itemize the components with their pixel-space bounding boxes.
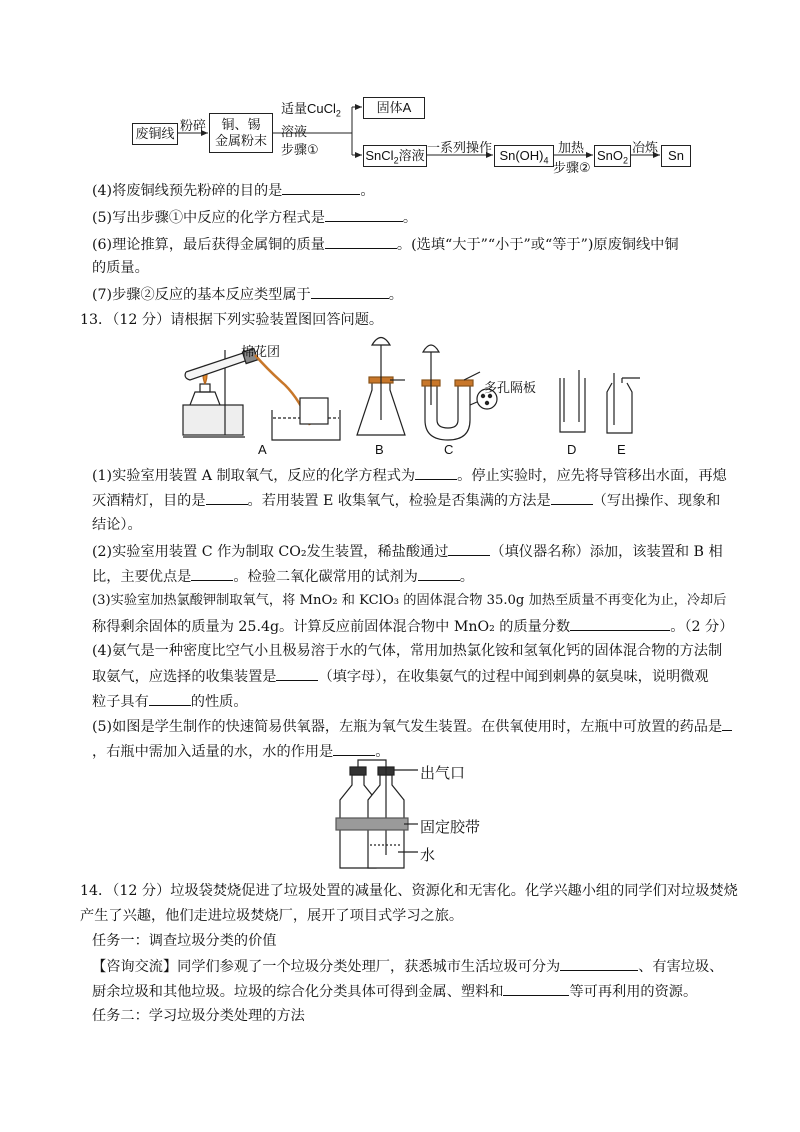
- apparatus-label-c: C: [444, 442, 454, 457]
- water-label: 水: [420, 847, 436, 864]
- q14-task2: 任务二：学习垃圾分类处理的方法: [92, 1008, 305, 1024]
- sncl2-sub: 2: [393, 155, 399, 166]
- porous-plate-label: 多孔隔板: [484, 380, 537, 395]
- outlet-label: 出气口: [420, 765, 466, 782]
- apparatus-label-d: D: [567, 442, 577, 457]
- q13-part1-cont: 灭酒精灯，目的是 。若用装置 E 收集氧气，检验是否集满的方法是 （写出操作、现象和: [92, 490, 720, 511]
- q13-heading: 13．（12 分）请根据下列实验装置图回答问题。: [80, 312, 384, 328]
- series-ops-label: 一系列操作: [427, 140, 493, 155]
- q14-consult-cont: 厨余垃圾和其他垃圾。垃圾的综合化分类具体可得到金属、塑料和 等可再利用的资源。: [92, 981, 697, 1002]
- metal-powder-line1: 铜、锡: [221, 117, 261, 132]
- q13-part3-cont: 称得剩余固体的质量为 25.4g。计算反应前固体混合物中 MnO₂ 的质量分数 。（2 分）: [92, 616, 733, 637]
- reagent-cucl2: 适量CuCl: [281, 101, 336, 116]
- q14-intro-cont: 产生了兴趣，他们走进垃圾焚烧厂，展开了项目式学习之旅。: [80, 908, 464, 924]
- q13-part3: (3)实验室加热氯酸钾制取氧气，将 MnO₂ 和 KClO₃ 的固体混合物 35.0g 加热至质量不再变化为止，冷却后: [92, 593, 727, 608]
- q12-part4: (4)将废铜线预先粉碎的目的是 。: [92, 180, 375, 201]
- q13-part5: (5)如图是学生制作的快速简易供氧器，左瓶为氧气发生装置。在供氧使用时，左瓶中可放置的药品是: [92, 716, 732, 737]
- q13-part5-cont: ，右瓶中需加入适量的水，水的作用是 。: [92, 741, 389, 762]
- answer-blank[interactable]: [503, 981, 569, 996]
- answer-blank[interactable]: [560, 956, 638, 971]
- q14-task1: 任务一：调查垃圾分类的价值: [92, 933, 277, 949]
- apparatus-label-e: E: [617, 442, 626, 457]
- q14-intro: 14．（12 分）垃圾袋焚烧促进了垃圾处置的减量化、资源化和无害化。化学兴趣小组的同学们对垃圾焚烧: [80, 883, 738, 899]
- q13-part4: (4)氨气是一种密度比空气小且极易溶于水的气体，常用加热氯化铵和氢氧化钙的固体混合物的方法制: [92, 643, 723, 659]
- sno2-sub: 2: [623, 155, 629, 166]
- step1-label: 步骤①: [281, 141, 319, 157]
- step2-label: 步骤②: [553, 160, 591, 175]
- q13-part4-cont: 取氨气，应选择的收集装置是 （填字母），在收集氨气的过程中闻到刺鼻的氨臭味，说明微观: [92, 666, 709, 687]
- snoh4-label: Sn(OH): [499, 148, 544, 163]
- sno2-label: SnO: [596, 148, 623, 163]
- q13-part4-end: 粒子具有 的性质。: [92, 691, 248, 712]
- metal-powder-line2: 金属粉末: [214, 133, 267, 148]
- q14-consult: 【咨询交流】同学们参观了一个垃圾分类处理厂，获悉城市生活垃圾可分为 、有害垃圾、: [92, 956, 723, 977]
- sncl2-label: SnCl: [365, 148, 394, 163]
- q13-part2-cont: 比，主要优点是 。检验二氧化碳常用的试剂为 。: [92, 566, 474, 587]
- smelt-label: 冶炼: [632, 140, 659, 155]
- reagent-solution: 溶液: [281, 123, 308, 139]
- q13-part1: (1)实验室用装置 A 制取氧气，反应的化学方程式为 。停止实验时，应先将导管移出水面，再熄: [92, 465, 727, 486]
- cotton-label: 棉花团: [241, 344, 281, 359]
- tape-label: 固定胶带: [420, 819, 481, 836]
- q12-part6-cont: 的质量。: [92, 260, 149, 276]
- q12-part5: (5)写出步骤①中反应的化学方程式是 。: [92, 207, 417, 228]
- sn-label: Sn: [668, 148, 684, 163]
- q12-part6: (6)理论推算，最后获得金属铜的质量 。(选填“大于”“小于”或“等于”)原废铜线中铜: [92, 234, 679, 255]
- reagent-cucl2-sub: 2: [335, 108, 341, 119]
- waste-copper-label: 废铜线: [135, 126, 175, 141]
- snoh4-sub: 4: [543, 155, 549, 166]
- heat-label: 加热: [558, 140, 585, 155]
- q12-part7: (7)步骤②反应的基本反应类型属于 。: [92, 284, 403, 305]
- sncl2-tail: 溶液: [398, 148, 425, 163]
- solid-a-label: 固体A: [376, 100, 412, 115]
- q13-part1-end: 结论）。: [92, 517, 142, 533]
- apparatus-label-a: A: [258, 442, 267, 457]
- q13-part2: (2)实验室用装置 C 作为制取 CO₂发生装置，稀盐酸通过 （填仪器名称）添加，该装置和 B 相: [92, 541, 723, 562]
- apparatus-label-b: B: [375, 442, 384, 457]
- crush-label: 粉碎: [180, 118, 207, 133]
